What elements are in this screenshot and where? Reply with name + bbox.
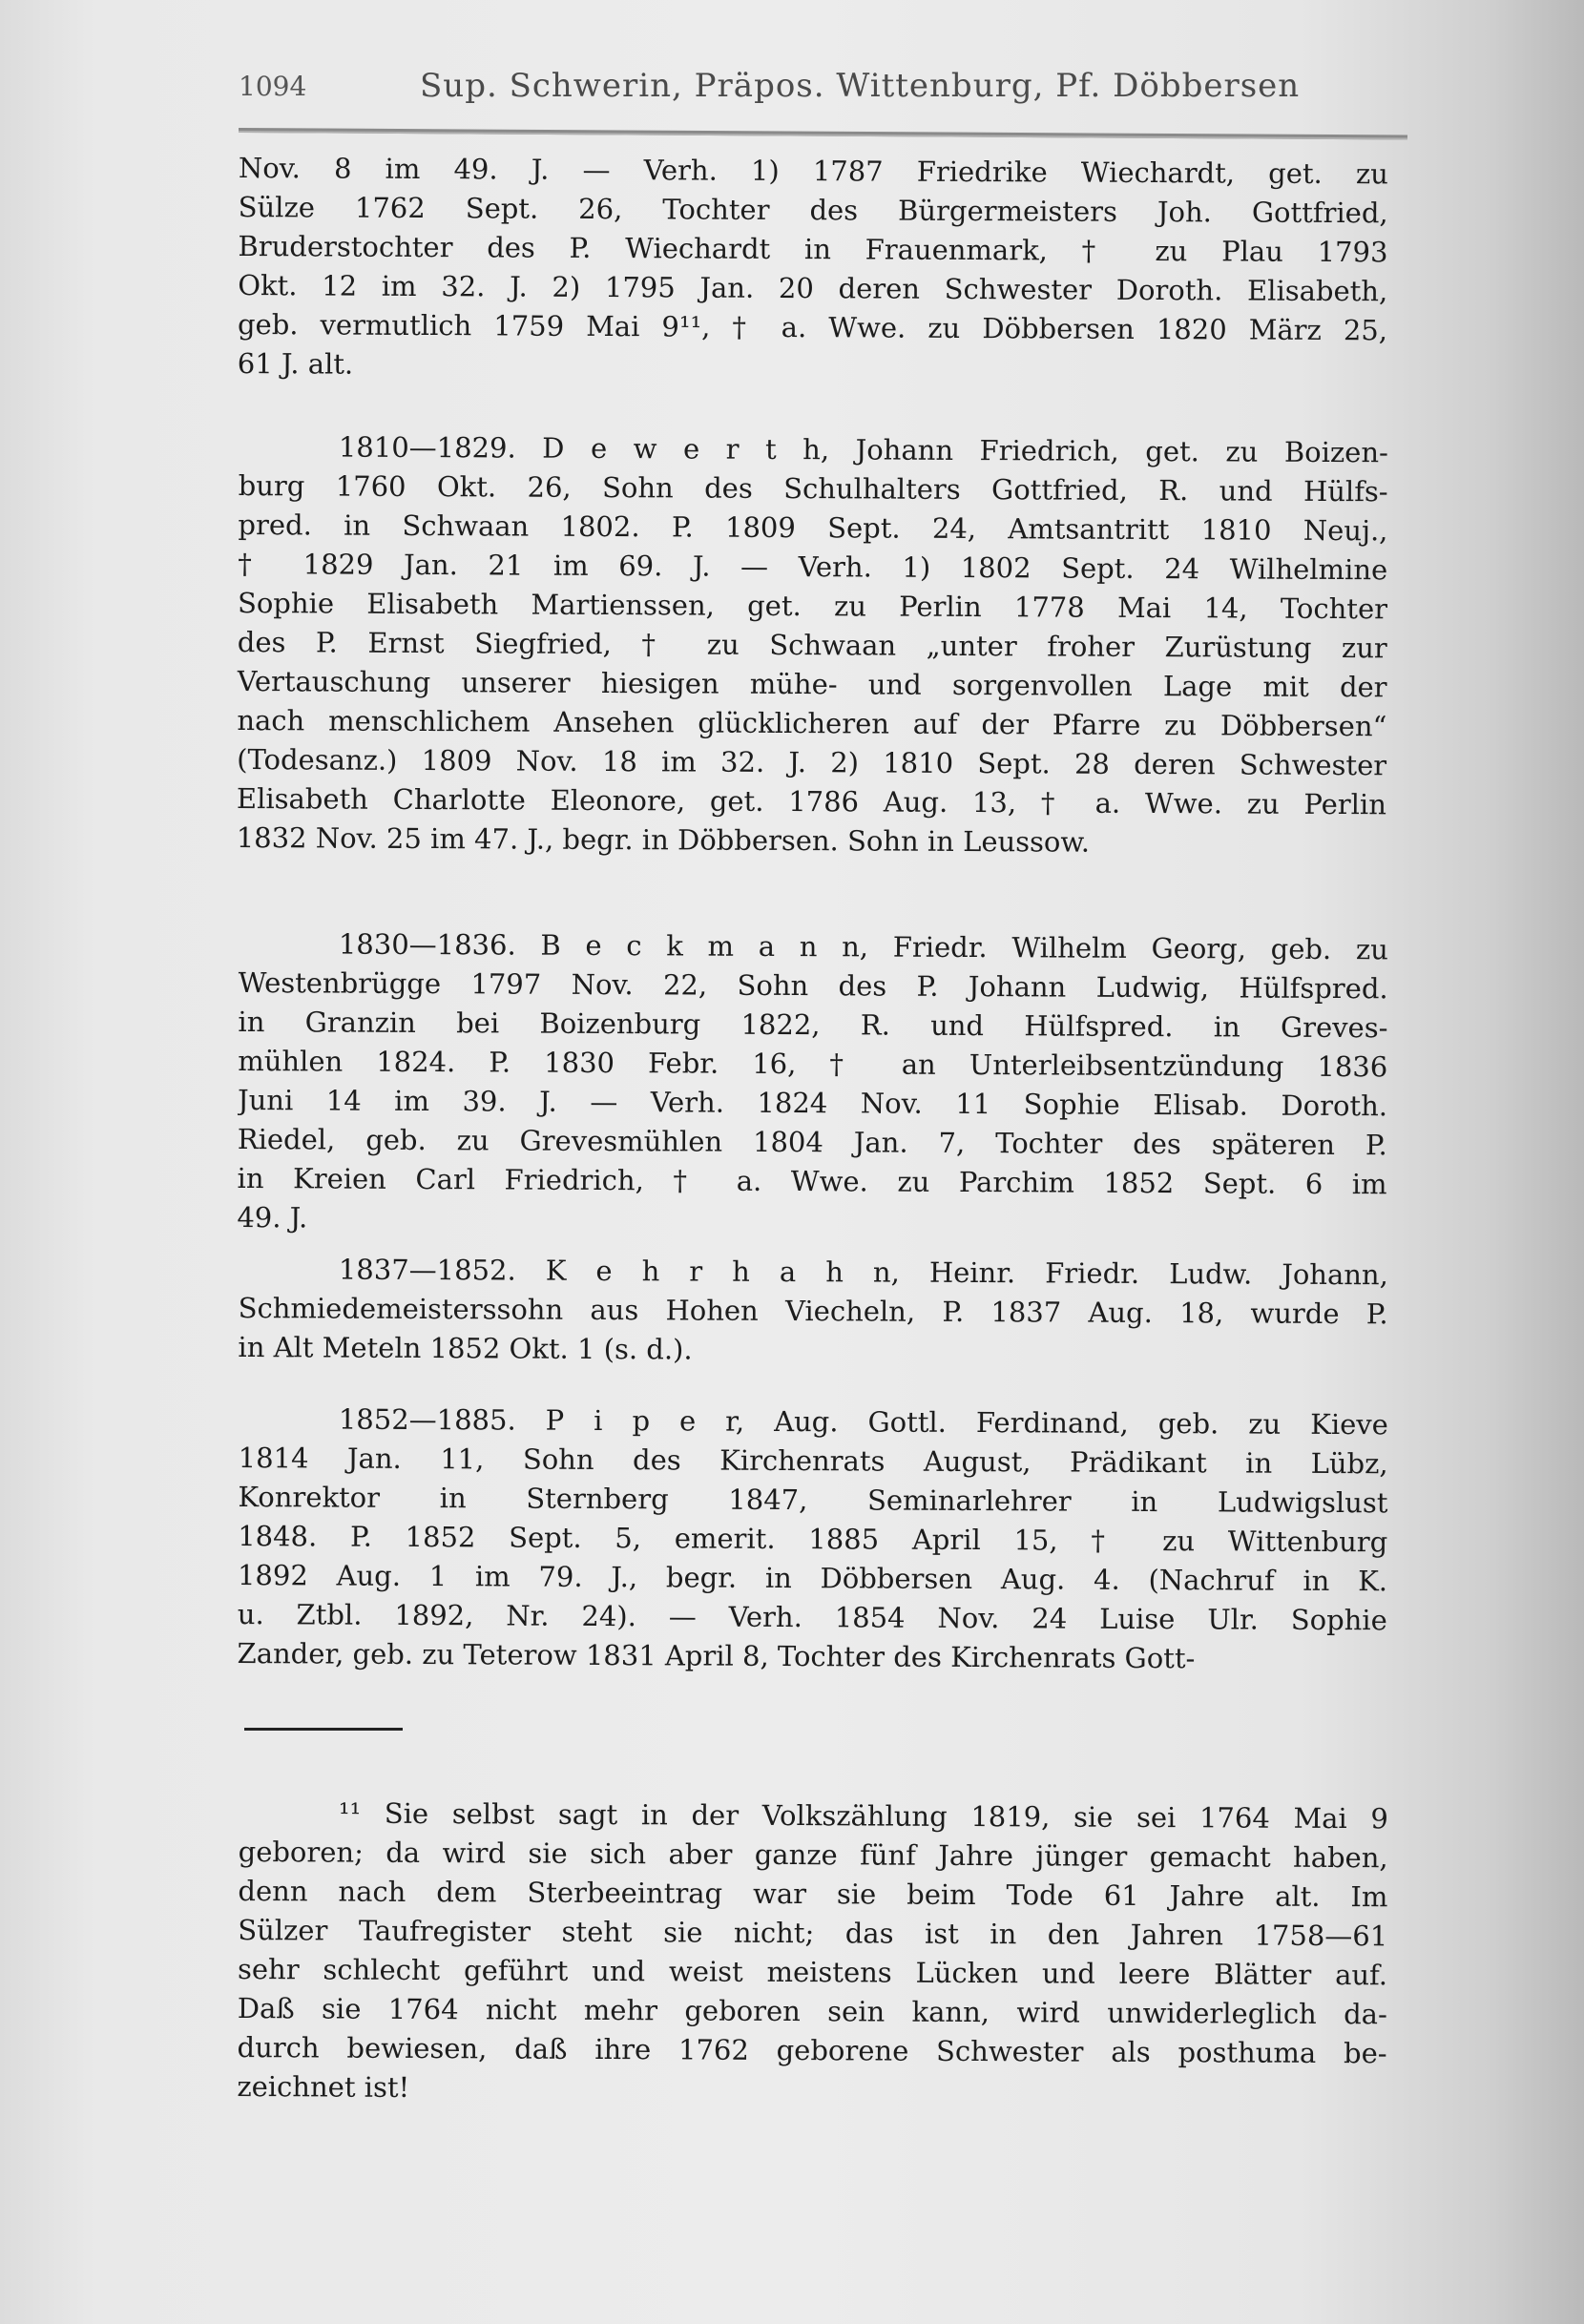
text-line: 1848. P. 1852 Sept. 5, emerit. 1885 April 15, † zu Wittenburg (238, 1519, 1388, 1559)
text-line: Nov. 8 im 49. J. — Verh. 1) 1787 Friedrike Wiechardt, get. zu (238, 151, 1388, 191)
text-line: 1832 Nov. 25 im 47. J., begr. in Döbbersen. Sohn in Leussow. (236, 820, 1091, 859)
text-line: 61 J. alt. (237, 346, 354, 381)
text-line: Bruderstochter des P. Wiechardt in Frauenmark, † zu Plau 1793 (238, 229, 1388, 269)
text-line: geboren; da wird sie sich aber ganze fünf Jahre jünger gemacht haben, (238, 1835, 1388, 1875)
text-line: ¹¹ Sie selbst sagt in der Volkszählung 1819, sie sei 1764 Mai 9 (338, 1796, 1388, 1836)
text-line: Zander, geb. zu Teterow 1831 April 8, Tochter des Kirchenrats Gott- (237, 1636, 1196, 1675)
paragraph-dewerth (237, 427, 1388, 863)
footnote-rule (244, 1728, 403, 1731)
paragraph-kehrhahn (238, 1250, 1388, 1373)
paragraph-1 (238, 149, 1388, 389)
text-line: zeichnet ist! (237, 2069, 410, 2104)
text-line: nach menschlichem Ansehen glücklicheren auf der Pfarre zu Döbbersen“ (237, 703, 1387, 743)
text-line: pred. in Schwaan 1802. P. 1809 Sept. 24, Amtsantritt 1810 Neuj., (238, 508, 1388, 548)
text-line: geb. vermutlich 1759 Mai 9¹¹, † a. Wwe. zu Döbbersen 1820 März 25, (237, 307, 1388, 347)
text-line: 1892 Aug. 1 im 79. J., begr. in Döbbersen Aug. 4. (Nachruf in K. (237, 1558, 1388, 1598)
text-line: des P. Ernst Siegfried, † zu Schwaan „unter froher Zurüstung zur (237, 625, 1387, 665)
text-line: Sophie Elisabeth Martienssen, get. zu Perlin 1778 Mai 14, Tochter (237, 586, 1388, 626)
text-line: Daß sie 1764 nicht mehr geboren sein kann, wird unwiderleglich da- (237, 1991, 1387, 2031)
text-line: denn nach dem Sterbeeintrag war sie beim Tode 61 Jahre alt. Im (238, 1874, 1388, 1914)
text-line: † 1829 Jan. 21 im 69. J. — Verh. 1) 1802 Sept. 24 Wilhelmine (238, 547, 1388, 587)
running-header: Sup. Schwerin, Präpos. Wittenburg, Pf. Döbbersen (420, 67, 1301, 105)
header-rule (239, 128, 1407, 139)
text-line: sehr schlecht geführt und weist meistens Lücken und leere Blätter auf. (237, 1952, 1388, 1992)
text-line: durch bewiesen, daß ihre 1762 geborene Schwester als posthuma be- (237, 2030, 1387, 2070)
paragraph-beckmann (237, 924, 1388, 1243)
footnote (237, 1794, 1388, 2112)
text-line: Riedel, geb. zu Grevesmühlen 1804 Jan. 7, Tochter des späteren P. (237, 1122, 1387, 1162)
text-line: Sülze 1762 Sept. 26, Tochter des Bürgermeisters Joh. Gottfried, (238, 190, 1388, 230)
text-line: mühlen 1824. P. 1830 Febr. 16, † an Unterleibsentzündung 1836 (238, 1044, 1388, 1084)
text-line: 49. J. (237, 1200, 308, 1235)
text-line: 1830—1836. B e c k m a n n, Friedr. Wilhelm Georg, geb. zu (338, 927, 1388, 966)
text-line: 1814 Jan. 11, Sohn des Kirchenrats August, Prädikant in Lübz, (238, 1441, 1388, 1481)
page-number: 1094 (239, 71, 307, 102)
text-line: Vertauschung unserer hiesigen mühe- und sorgenvollen Lage mit der (237, 664, 1387, 704)
text-line: (Todesanz.) 1809 Nov. 18 im 32. J. 2) 1810 Sept. 28 deren Schwester (237, 742, 1387, 782)
text-line: 1810—1829. D e w e r t h, Johann Friedrich, get. zu Boizen- (338, 430, 1388, 469)
text-line: Sülzer Taufregister steht sie nicht; das ist in den Jahren 1758—61 (238, 1913, 1388, 1953)
text-line: Konrektor in Sternberg 1847, Seminarlehrer in Ludwigslust (238, 1480, 1388, 1520)
text-line: Juni 14 im 39. J. — Verh. 1824 Nov. 11 Sophie Elisab. Doroth. (237, 1083, 1388, 1123)
text-line: Okt. 12 im 32. J. 2) 1795 Jan. 20 deren Schwester Doroth. Elisabeth, (238, 268, 1388, 308)
text-line: in Kreien Carl Friedrich, † a. Wwe. zu Parchim 1852 Sept. 6 im (237, 1161, 1387, 1201)
text-line: burg 1760 Okt. 26, Sohn des Schulhalters Gottfried, R. und Hülfs- (238, 468, 1388, 508)
text-line: Schmiedemeisterssohn aus Hohen Viecheln, P. 1837 Aug. 18, wurde P. (238, 1291, 1388, 1331)
text-line: 1852—1885. P i p e r, Aug. Gottl. Ferdinand, geb. zu Kieve (338, 1402, 1388, 1442)
text-line: u. Ztbl. 1892, Nr. 24). — Verh. 1854 Nov. 24 Luise Ulr. Sophie (237, 1597, 1387, 1637)
text-line: 1837—1852. K e h r h a h n, Heinr. Friedr. Ludw. Johann, (338, 1253, 1388, 1292)
text-line: Westenbrügge 1797 Nov. 22, Sohn des P. Johann Ludwig, Hülfspred. (238, 965, 1388, 1006)
text-line: Elisabeth Charlotte Eleonore, get. 1786 Aug. 13, † a. Wwe. zu Perlin (236, 781, 1387, 821)
paragraph-piper (237, 1400, 1387, 1679)
text-line: in Granzin bei Boizenburg 1822, R. und Hülfspred. in Greves- (238, 1005, 1388, 1045)
text-line: in Alt Meteln 1852 Okt. 1 (s. d.). (238, 1330, 693, 1366)
